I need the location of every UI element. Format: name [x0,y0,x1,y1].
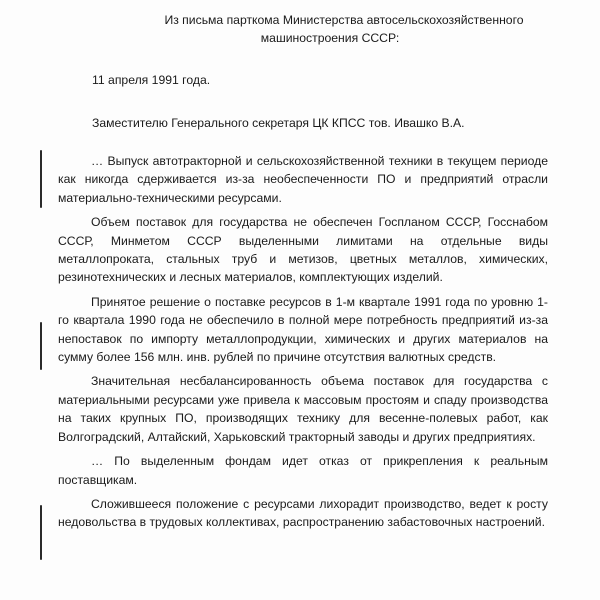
paragraph: Принятое решение о поставке ресурсов в 1-м квартале 1991 года по уровню 1-го квартала 1990 года не обеспечило в полной мере потребность предприятий из-за непоставок по импорту металлопродукции, химических и других материалов на сумму более 156 млн. инв. рублей по причине отсутствия валютных средств. [58,294,548,365]
paragraph: Сложившееся положение с ресурсами лихорадит производство, ведет к росту недовольства в трудовых коллективах, распространению забастовочных настроений. [58,496,548,530]
paragraph: … По выделенным фондам идет отказ от прикрепления к реальным поставщикам. [58,454,548,487]
document-header [0,11,600,47]
paragraph: … Выпуск автотракторной и сельскохозяйственной техники в текущем периоде как никогда сдерживается из-за необеспеченности ПО и предприятий отрасли материально-техническими ресурсами. [58,154,548,205]
margin-mark-2 [40,322,42,370]
letter-addressee: Заместителю Генерального секретаря ЦК КПСС тов. Ивашко В.А. [92,116,465,130]
letter-body [58,152,548,538]
margin-mark-3 [40,505,42,560]
header-line-1: Из письма парткома Министерства автосельскохозяйственного [164,13,524,27]
paragraph: Объем поставок для государства не обеспечен Госпланом СССР, Госснабом СССР, Минметом СССР выделенными лимитами на отдельные виды металлопроката, стальных труб и метизов, цветных металлов, химических, резинотехнических и лесных материалов, комплектующих изделий. [58,215,548,285]
paragraph: Значительная несбалансированность объема поставок для государства с материальными ресурсами уже привела к массовым простоям и спаду производства на таких крупных ПО, производящих технику для весенне-полевых работ, как Волгоградский, Алтайский, Харьковский тракторный заводы и других предприятиях. [58,374,548,444]
header-line-2: машиностроения СССР: [260,31,400,45]
letter-date: 11 апреля 1991 года. [92,73,211,87]
margin-mark-1 [40,150,42,208]
